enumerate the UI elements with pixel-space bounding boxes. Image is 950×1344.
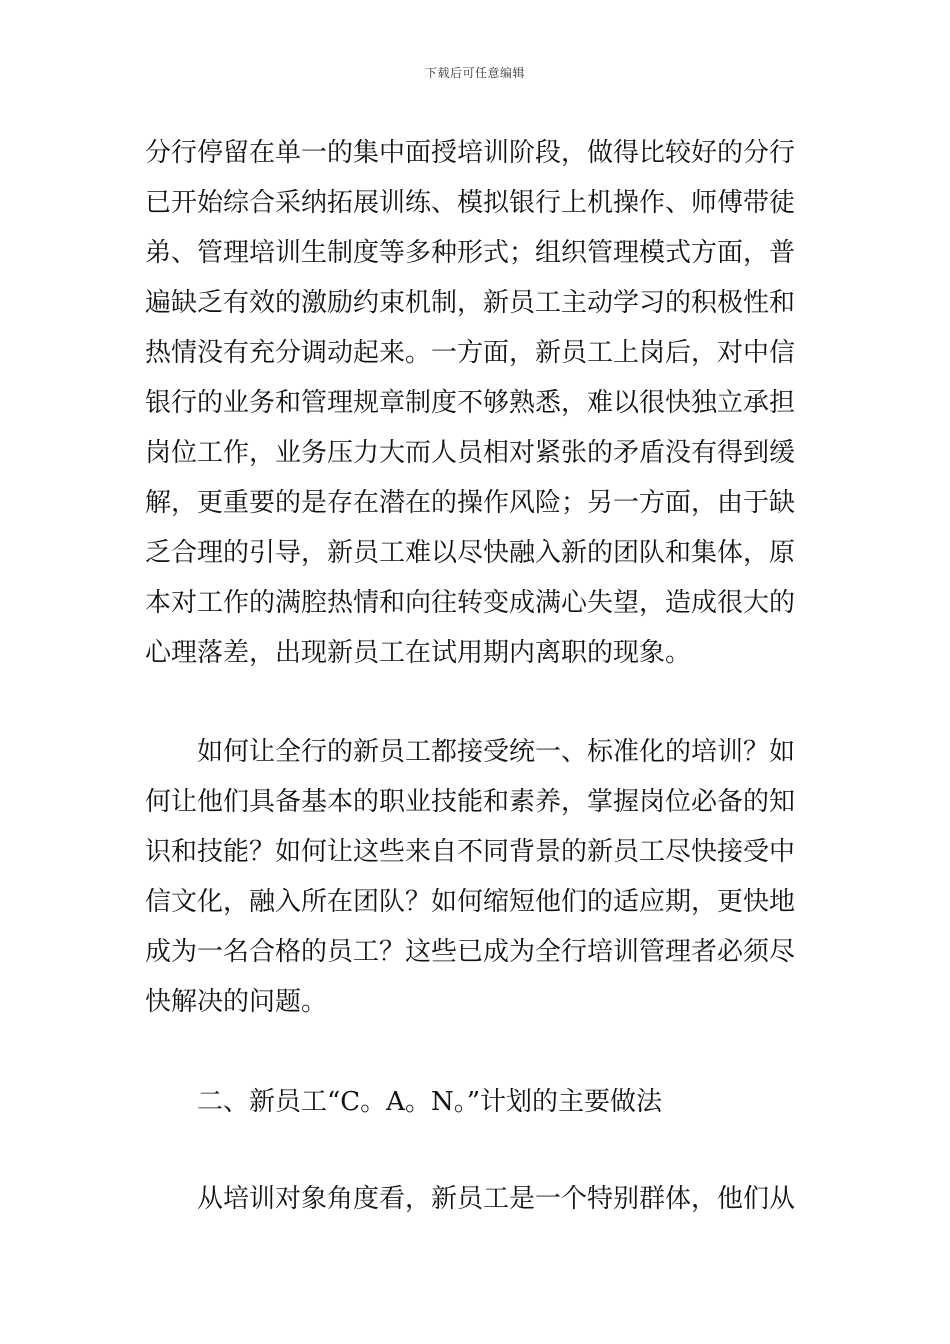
paragraph-line: 遍缺乏有效的激励约束机制，新员工主动学习的积极性和 (145, 288, 796, 318)
paragraph-line: 从培训对象角度看，新员工是一个特别群体，他们从 (145, 1184, 796, 1214)
paragraph-line: 何让他们具备基本的职业技能和素养，掌握岗位必备的知 (145, 787, 796, 817)
paragraph-line: 弟、管理培训生制度等多种形式；组织管理模式方面，普 (145, 238, 796, 268)
section-heading-text: 二、新员工“C。A。N。”计划的主要做法 (145, 1087, 663, 1117)
paragraph-2 (145, 727, 809, 1027)
paragraph-line: 已开始综合采纳拓展训练、模拟银行上机操作、师傅带徒 (145, 188, 796, 218)
paragraph-line: 本对工作的满腔热情和向往转变成满心失望，造成很大的 (145, 588, 796, 618)
paragraph-line: 热情没有充分调动起来。一方面，新员工上岗后，对中信 (145, 338, 796, 368)
paragraph-line: 心理落差，出现新员工在试用期内离职的现象。 (145, 638, 692, 668)
paragraph-line: 分行停留在单一的集中面授培训阶段，做得比较好的分行 (145, 138, 796, 168)
paragraph-line: 识和技能？如何让这些来自不同背景的新员工尽快接受中 (145, 837, 796, 867)
paragraph-line: 银行的业务和管理规章制度不够熟悉，难以很快独立承担 (145, 388, 796, 418)
section-heading (145, 1077, 809, 1127)
page-header: 下载后可任意编辑 (424, 66, 525, 80)
paragraph-line: 岗位工作，业务压力大而人员相对紧张的矛盾没有得到缓 (145, 438, 796, 468)
paragraph-line: 信文化，融入所在团队？如何缩短他们的适应期，更快地 (145, 887, 796, 917)
paragraph-line: 成为一名合格的员工？这些已成为全行培训管理者必须尽 (145, 937, 796, 967)
paragraph-3 (145, 1174, 809, 1224)
paragraph-1 (145, 128, 809, 678)
paragraph-line: 乏合理的引导，新员工难以尽快融入新的团队和集体，原 (145, 538, 796, 568)
paragraph-line: 快解决的问题。 (145, 987, 328, 1017)
paragraph-line: 如何让全行的新员工都接受统一、标准化的培训？如 (145, 737, 796, 767)
paragraph-line: 解，更重要的是存在潜在的操作风险；另一方面，由于缺 (145, 488, 796, 518)
